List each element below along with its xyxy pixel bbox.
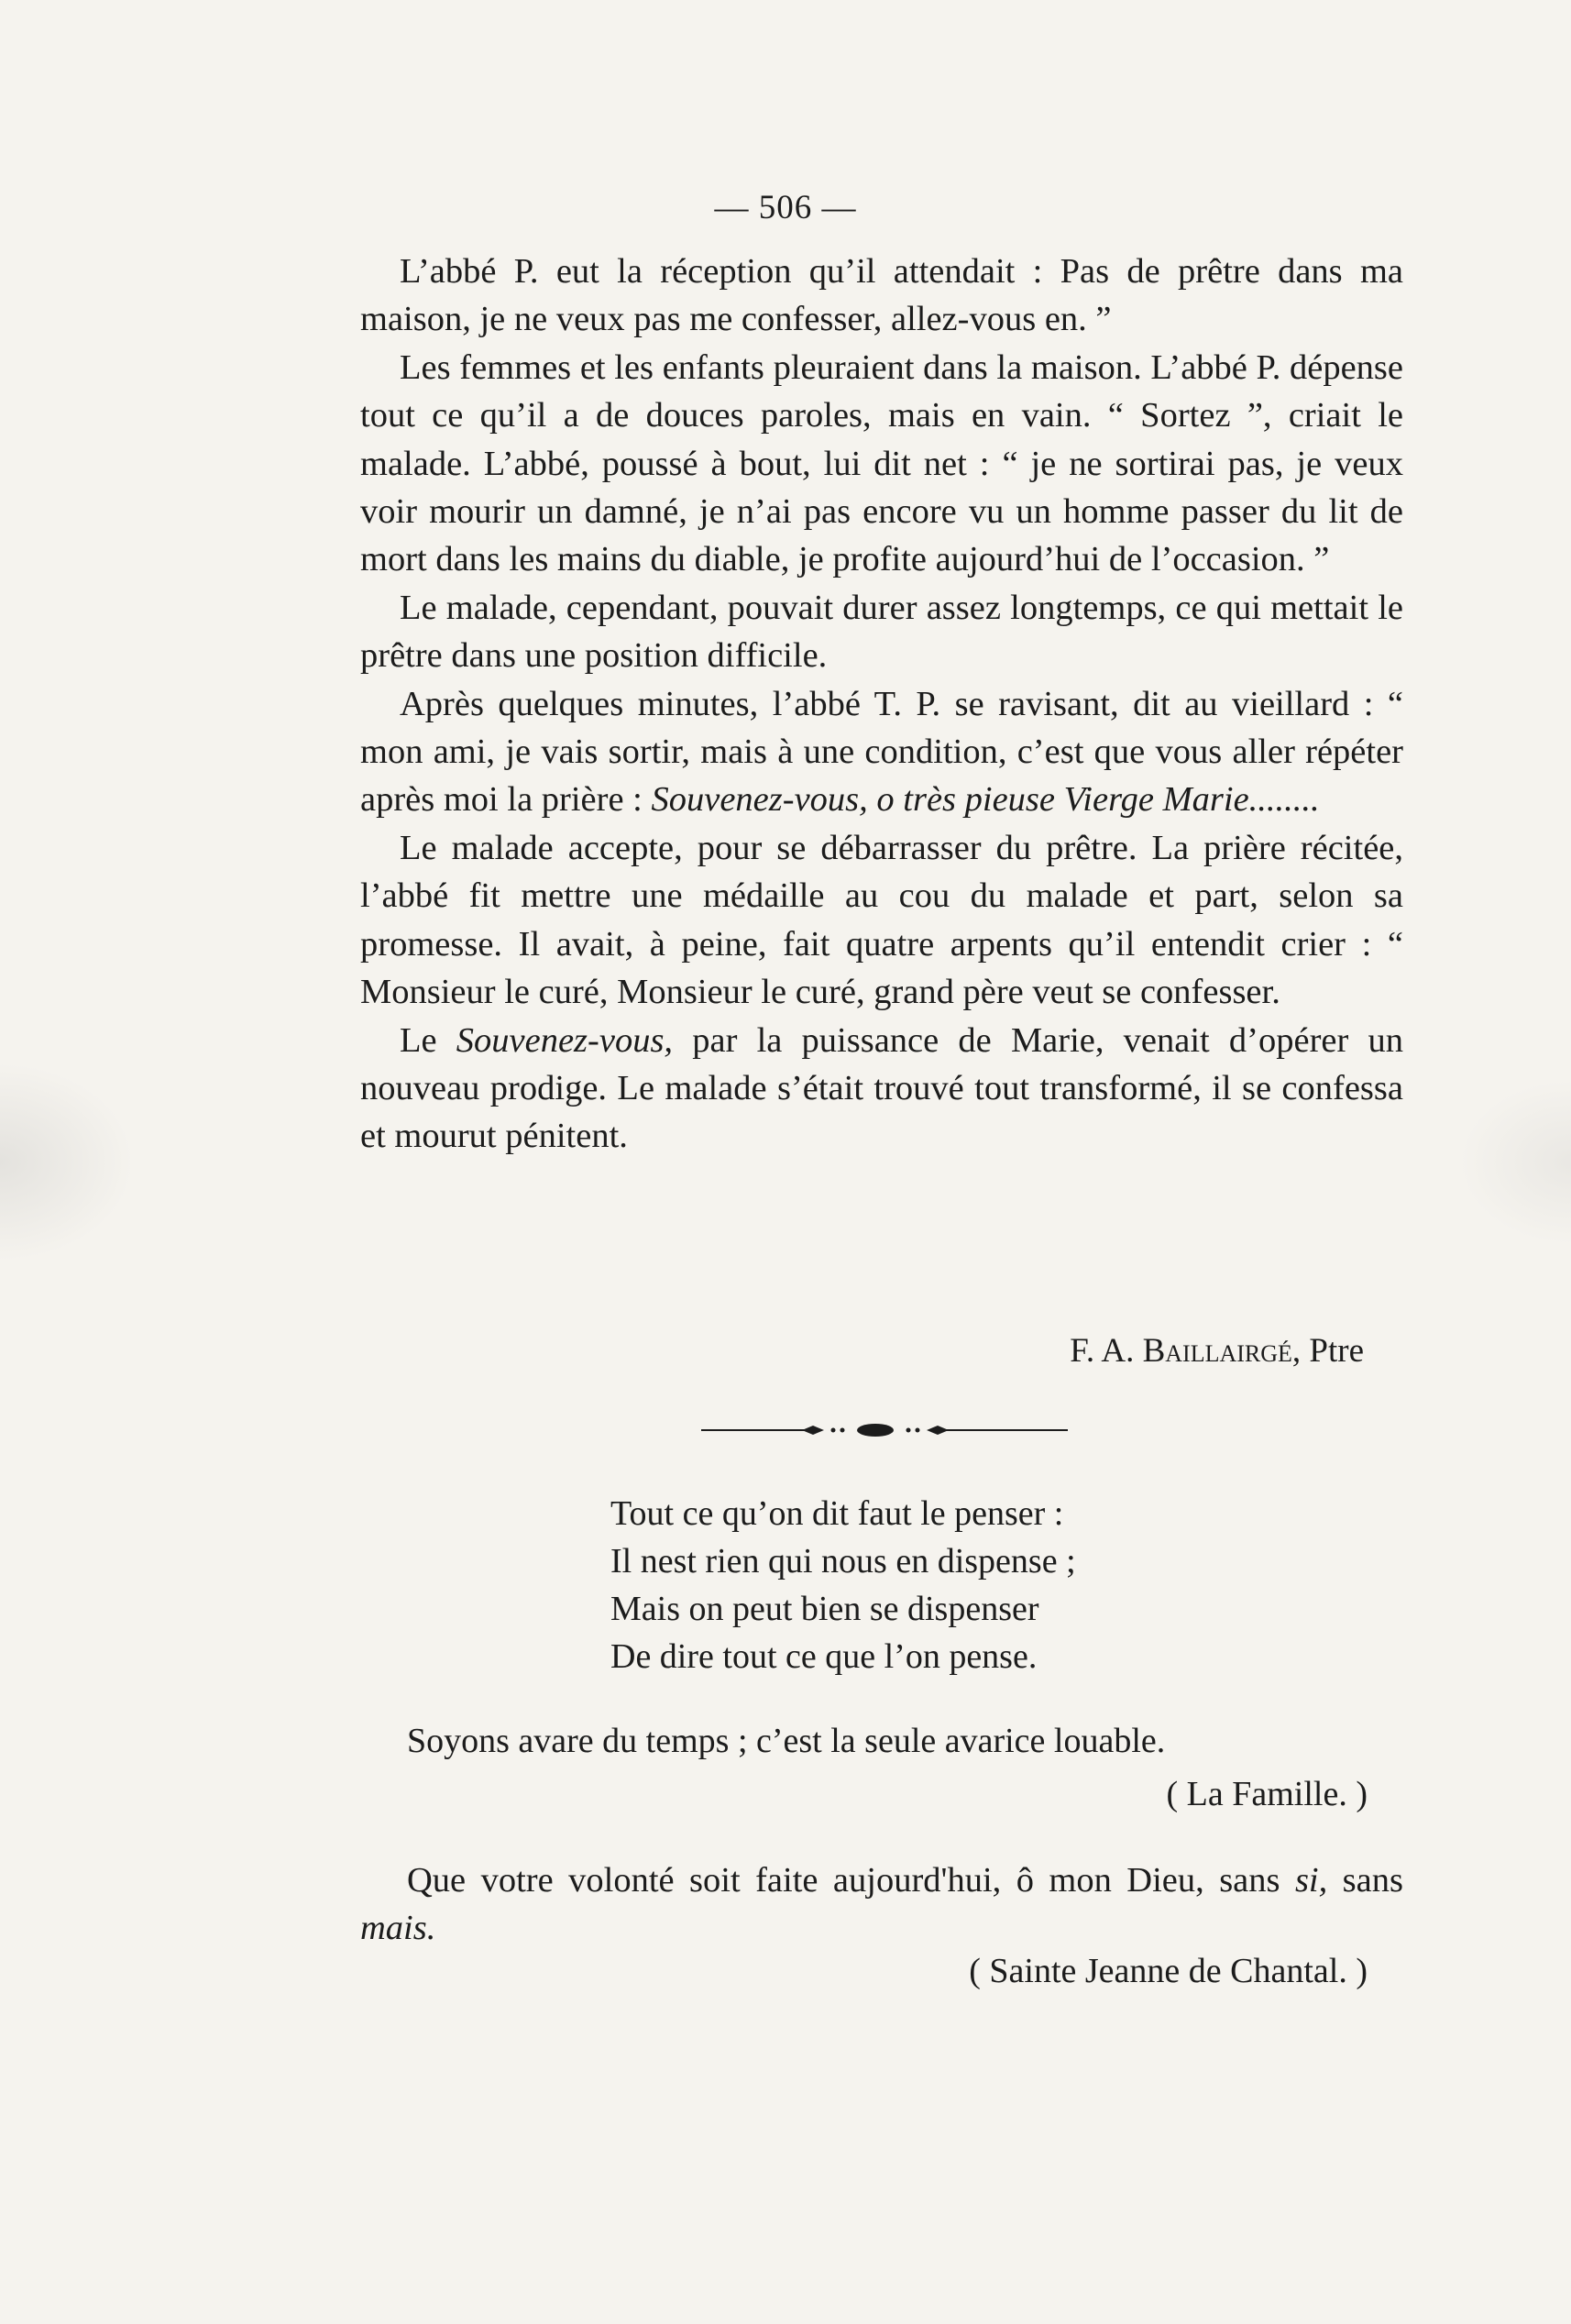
- poem-line-3: Mais on peut bien se dispenser: [610, 1590, 1039, 1628]
- author-title: , Ptre: [1291, 1332, 1364, 1370]
- author-signature: [917, 1331, 1364, 1371]
- paragraph-2: Les femmes et les enfants pleuraient dans la maison. L’abbé P. dépense tout ce qu’il a de douces paroles, mais en vain. “ Sortez ”, criait le malade. L’abbé, poussé à bout, lui dit net : “ je ne sortirai pas, je veux voir mourir un damné, je n’ai pas encore vu un homme passer du lit de mort dans les mains du diable, je profite aujourd’hui de l’occasion. ”: [360, 347, 1403, 579]
- quote-chantal: [360, 1856, 1403, 1952]
- quote-chantal-si: si,: [1294, 1861, 1328, 1900]
- paragraph-3: Le malade, cependant, pouvait durer assez longtemps, ce qui mettait le prêtre dans une position difficile.: [360, 588, 1403, 676]
- poem-line-2: Il nest rien qui nous en dispense ;: [610, 1542, 1076, 1581]
- quote-chantal-text: Que votre volonté soit faite aujourd'hui, ô mon Dieu, sans: [407, 1861, 1295, 1900]
- prayer-title: Souvenez-vous, o très pieuse Vierge Marie........: [651, 780, 1320, 820]
- poem-line-1: Tout ce qu’on dit faut le penser :: [610, 1494, 1064, 1533]
- author-initials: F. A.: [1070, 1332, 1143, 1370]
- paragraph-6-end: par la puissance de Marie, venait d’opérer un nouveau prodige. Le malade s’était trouvé tout transformé, il se confessa et mourut pénitent.: [360, 1020, 1404, 1156]
- quote-avarice: Soyons avare du temps ; c’est la seule avarice louable.: [407, 1722, 1166, 1760]
- paragraph-4-text: Après quelques minutes, l’abbé T. P. se ravisant, dit au vieillard : “ mon ami, je vais sortir, mais à une condition, c’est que vous aller répéter après moi la prière :: [360, 684, 1403, 820]
- ornament-divider: [701, 1418, 1068, 1442]
- paragraph-6: [360, 1017, 1403, 1161]
- quote-chantal-middle: sans: [1327, 1861, 1403, 1900]
- paragraph-4: [360, 680, 1403, 824]
- quote-chantal-mais: mais.: [360, 1909, 436, 1947]
- article-body: [360, 248, 1403, 1161]
- poem: [610, 1490, 1076, 1680]
- quote-avarice-source: ( La Famille. ): [1166, 1775, 1368, 1813]
- page-number: — 506 —: [714, 189, 857, 226]
- quote-chantal-source: ( Sainte Jeanne de Chantal. ): [969, 1952, 1368, 1990]
- paragraph-6-start: Le: [400, 1020, 456, 1060]
- author-name: Baillairgé: [1142, 1332, 1292, 1370]
- paragraph-5: Le malade accepte, pour se débarrasser du prêtre. La prière récitée, l’abbé fit mettre une médaille au cou du malade et part, selon sa promesse. Il avait, à peine, fait quatre arpents qu’il entendit crier : “ Monsieur le curé, Monsieur le curé, grand père veut se confesser.: [360, 828, 1403, 1012]
- poem-line-4: De dire tout ce que l’on pense.: [610, 1637, 1038, 1676]
- prayer-reference: Souvenez-vous,: [456, 1020, 674, 1060]
- paragraph-1: L’abbé P. eut la réception qu’il attendait : Pas de prêtre dans ma maison, je ne veux pas me confesser, allez-vous en. ”: [360, 252, 1403, 339]
